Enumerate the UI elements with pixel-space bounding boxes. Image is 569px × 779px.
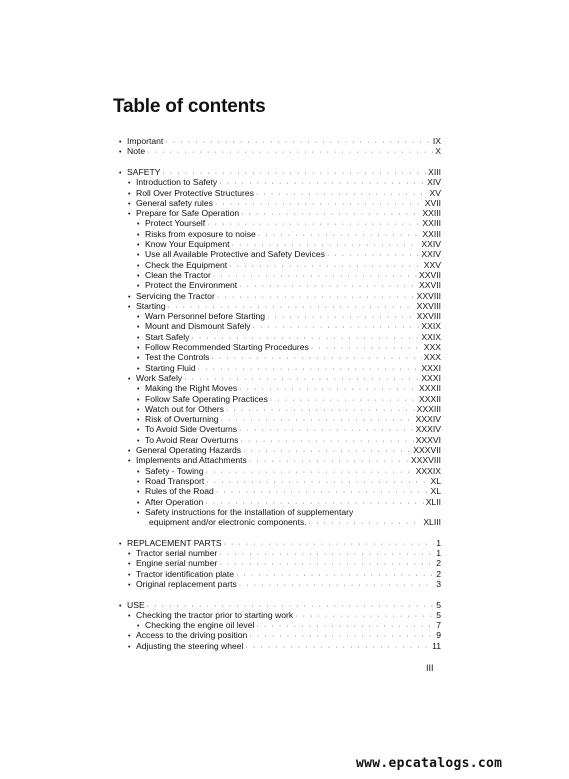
bullet-icon — [128, 641, 136, 653]
toc-entry — [137, 497, 441, 507]
toc-entry — [119, 167, 441, 177]
toc-entry — [137, 486, 441, 496]
toc-entry-label: Roll Over Protective Structures — [136, 187, 254, 198]
toc-entry-label: Protect Yourself — [145, 218, 206, 229]
toc-entry-label: Access to the driving position — [136, 630, 248, 641]
toc-entry — [128, 177, 441, 187]
toc-entry — [137, 260, 441, 270]
toc-entry — [137, 229, 441, 239]
dot-leader — [147, 148, 433, 158]
toc-entry — [137, 311, 441, 321]
toc-entry — [128, 291, 441, 301]
toc-entry-page: XXVII — [419, 280, 441, 291]
toc-entry-page: XXXVI — [415, 434, 441, 445]
bullet-icon — [128, 455, 136, 467]
toc-entry-label: Note — [127, 146, 146, 157]
toc-entry — [137, 363, 441, 373]
toc-entry — [137, 280, 441, 290]
toc-entry-label: Protect the Environment — [145, 280, 238, 291]
watermark: www.epcatalogs.com — [356, 756, 503, 771]
toc-entry-page: XLII — [425, 496, 441, 507]
toc-entry-page: XIV — [427, 177, 441, 188]
toc-entry-page: 1 — [436, 537, 441, 548]
bullet-icon — [128, 610, 136, 622]
toc-entry — [128, 373, 441, 383]
toc-entry-page: XXVII — [419, 269, 441, 280]
toc-entry-page: XXXIV — [415, 424, 441, 435]
toc-entry-page: 1 — [436, 548, 441, 558]
toc-entry-label: Mount and Dismount Safely — [145, 321, 251, 332]
dot-leader — [246, 643, 431, 653]
toc-entry-label: Introduction to Safety — [136, 177, 218, 188]
toc-entry-page: XXIII — [422, 218, 441, 229]
toc-entry — [128, 630, 441, 640]
toc-entry-page: 2 — [436, 568, 441, 579]
toc-entry-label: Rules of the Road — [145, 486, 214, 497]
toc-entry — [128, 548, 441, 558]
toc-entry — [128, 208, 441, 218]
toc-entry — [137, 352, 441, 362]
bullet-icon — [119, 538, 127, 550]
toc-entry — [128, 198, 441, 208]
toc-entry — [137, 218, 441, 228]
toc-entry-page: XXIX — [421, 331, 441, 342]
toc-entry — [137, 321, 441, 331]
toc-entry — [128, 558, 441, 568]
toc-entry — [119, 136, 441, 146]
toc-entry — [128, 641, 441, 651]
toc-entry-page: XVII — [424, 197, 441, 208]
toc-entry-page: IX — [432, 136, 441, 146]
toc-entry — [128, 301, 441, 311]
toc-entry-page: XL — [430, 486, 441, 497]
toc-entry-label: Warn Personnel before Starting — [145, 311, 266, 322]
toc-entry — [119, 600, 441, 610]
toc-entry — [128, 188, 441, 198]
toc-entry-page: XXXIX — [415, 465, 441, 476]
toc-entry-page: XXIII — [422, 228, 441, 239]
toc-entry-page: 11 — [432, 640, 441, 651]
bullet-icon — [128, 301, 136, 313]
toc-entry-label: Starting Fluid — [145, 362, 196, 373]
toc-entry-page: XXXIV — [415, 414, 441, 425]
toc-entry-page: XXIII — [422, 208, 441, 219]
toc-entry-label: Risk of Overturning — [145, 414, 219, 425]
toc-entry-label: Risks from exposure to noise — [145, 228, 256, 239]
dot-leader — [239, 581, 434, 591]
bullet-icon — [128, 579, 136, 591]
toc-entry — [137, 342, 441, 352]
toc-entry-label: REPLACEMENT PARTS — [127, 537, 222, 548]
toc-entry-page: 5 — [436, 599, 441, 610]
dot-leader — [309, 519, 422, 529]
bullet-icon — [119, 146, 127, 158]
toc-entry-continuation — [149, 517, 441, 527]
toc-entry-label: Follow Safe Operating Practices — [145, 393, 268, 404]
toc-entry — [128, 455, 441, 465]
toc-entry-label: Road Transport — [145, 475, 205, 486]
toc-entry-label: Test the Controls — [145, 352, 210, 363]
toc-entry — [128, 579, 441, 589]
toc-entry-label: Tractor identification plate — [136, 568, 235, 579]
toc-entry-label: Safety - Towing — [145, 465, 204, 476]
bullet-icon — [119, 167, 127, 179]
toc-entry-page: XXXII — [419, 383, 441, 394]
toc-entry-label: General Operating Hazards — [136, 445, 242, 455]
toc-entry-page: XXXVII — [413, 445, 441, 455]
toc-entry-label: After Operation — [145, 496, 204, 507]
toc-entry-page: XXIV — [421, 249, 441, 260]
toc-entry — [137, 332, 441, 342]
toc-entry-label: Watch out for Others — [145, 403, 224, 414]
toc-entry — [137, 466, 441, 476]
bullet-icon — [128, 208, 136, 220]
toc-entry-page: XXXI — [421, 372, 441, 383]
toc-entry — [137, 249, 441, 259]
toc-entry-label: Clean the Tractor — [145, 269, 211, 280]
toc-entry-label: To Avoid Side Overturns — [145, 424, 238, 435]
toc-entry-page: XXV — [423, 259, 441, 270]
toc-entry-page: 7 — [436, 620, 441, 631]
toc-entry-label: Important — [127, 136, 164, 146]
toc-entry-label: Use all Available Protective and Safety Devices — [145, 249, 325, 260]
toc-entry-label: Implements and Attachments — [136, 455, 247, 466]
toc-entry-label: Checking the tractor prior to starting work — [136, 609, 294, 620]
toc-entry-label: Work Safely — [136, 372, 183, 383]
toc-entry — [137, 424, 441, 434]
toc-entry — [128, 610, 441, 620]
toc-entry-label: USE — [127, 599, 145, 610]
toc-entry-label: General safety rules — [136, 197, 213, 208]
toc-entry-page: XLIII — [423, 517, 441, 528]
toc-entry-label: Engine serial number — [136, 558, 218, 569]
toc-entry — [137, 404, 441, 414]
toc-entry-label: Making the Right Moves — [145, 383, 238, 394]
toc-entry — [128, 445, 441, 455]
page-title: Table of contents — [113, 96, 266, 117]
page-number: III — [426, 663, 434, 673]
toc-entry-page: X — [435, 146, 441, 157]
toc-entry-label: Checking the engine oil level — [145, 620, 255, 631]
bullet-icon — [119, 600, 127, 612]
toc-entry-page: XXXII — [419, 393, 441, 404]
toc-entry-label: Starting — [136, 300, 166, 311]
toc-entry — [137, 270, 441, 280]
toc-entry-label: Original replacement parts — [136, 578, 237, 589]
toc-entry-label: Prepare for Safe Operation — [136, 208, 240, 219]
toc-entry-page: XXIV — [421, 239, 441, 249]
toc-entry-label: Follow Recommended Starting Procedures — [145, 342, 309, 352]
toc-entry-page: XXVIII — [416, 311, 441, 322]
bullet-icon — [128, 373, 136, 385]
toc-entry-label: Servicing the Tractor — [136, 290, 215, 301]
toc-entry-page: XIII — [428, 166, 441, 177]
toc-entry-label: Adjusting the steering wheel — [136, 640, 244, 651]
toc-entry — [119, 146, 441, 156]
toc-entry — [137, 394, 441, 404]
toc-entry — [137, 383, 441, 393]
toc-entry — [137, 507, 441, 517]
toc-entry-label: Know Your Equipment — [145, 239, 230, 249]
toc-entry-page: XV — [429, 187, 441, 198]
toc-entry-label: Start Safely — [145, 331, 190, 342]
toc-entry-label: Check the Equipment — [145, 259, 228, 270]
bullet-icon — [137, 507, 145, 519]
toc-entry-label: Safety instructions for the installation of supplementary — [145, 506, 354, 517]
toc-entry-page: 5 — [436, 609, 441, 620]
toc-entry-page: XL — [430, 475, 441, 486]
toc-entry — [137, 476, 441, 486]
toc-entry-page: XXIX — [421, 321, 441, 332]
toc-entry-page: XXXIII — [416, 403, 441, 414]
toc-entry — [137, 239, 441, 249]
toc-entry — [137, 620, 441, 630]
toc-entry-label: To Avoid Rear Overturns — [145, 434, 239, 445]
toc-entry-page: 3 — [436, 578, 441, 589]
toc-entry-label: SAFETY — [127, 166, 161, 177]
toc-entry-page: 9 — [436, 630, 441, 641]
toc-entry — [137, 435, 441, 445]
toc-entry-page: 2 — [436, 558, 441, 569]
toc-entry-page: XXXI — [421, 362, 441, 373]
toc-entry — [137, 414, 441, 424]
toc-entry — [128, 569, 441, 579]
toc-entry-label: equipment and/or electronic components. — [149, 517, 307, 528]
toc-entry-page: XXVIII — [416, 290, 441, 301]
toc-entry-page: XXX — [423, 342, 441, 352]
toc-entry-page: XXVIII — [416, 300, 441, 311]
toc-entry-page: XXXVIII — [410, 455, 441, 466]
toc-entry-page: XXX — [423, 352, 441, 363]
toc-entry — [119, 538, 441, 548]
toc-entry-label: Tractor serial number — [136, 548, 218, 558]
